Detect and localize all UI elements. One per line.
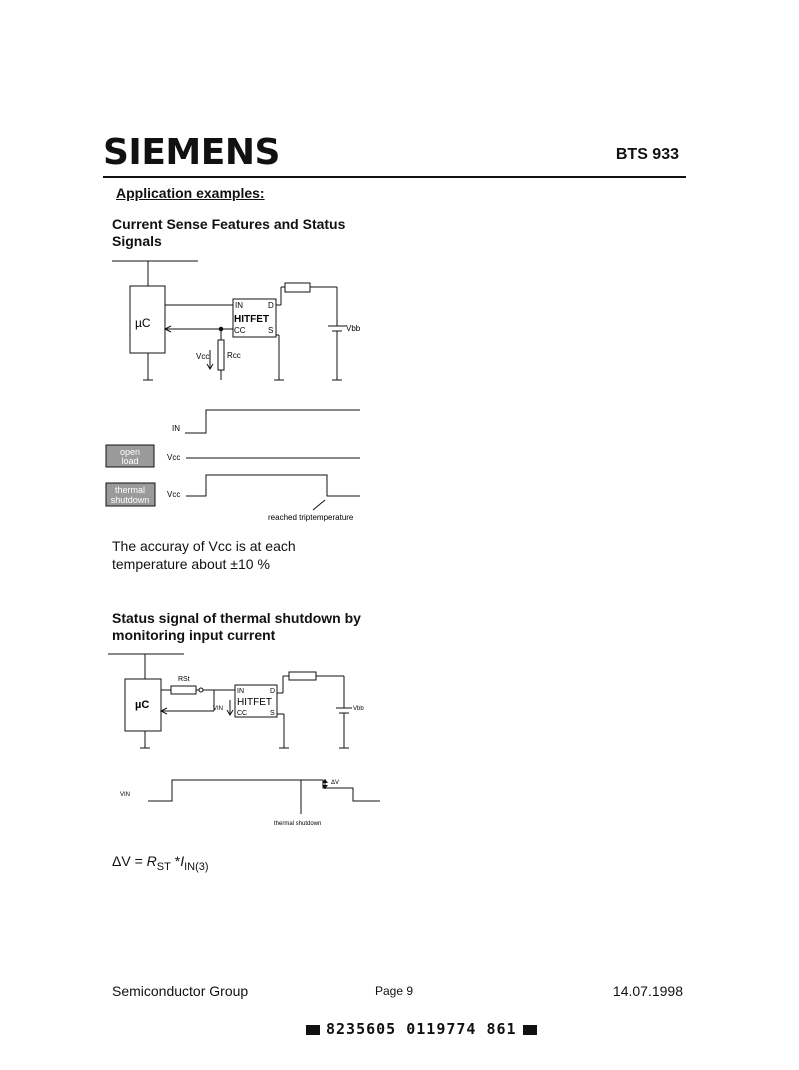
siemens-logo: SIEMENS [103,132,280,173]
vcc-signal-label-2: Vcc [167,490,181,499]
thermal-shutdown-note: thermal shutdown [274,821,322,827]
thermal-line2: shutdown [110,495,150,505]
vcc-signal-label-1: Vcc [167,453,181,462]
open-load-line1: open [119,447,141,457]
open-load-line2: load [121,456,139,466]
example2-title-line1: Status signal of thermal shutdown by [112,610,361,626]
formula-lhs: ΔV = [112,853,147,869]
in-signal-label: IN [172,424,180,433]
section-title: Application examples: [116,185,265,201]
footer-company: Semiconductor Group [112,983,249,999]
delta-v-label: ΔV [331,780,340,786]
pin-d-label: D [268,301,274,310]
trip-temperature-note: reached triptemperature [268,513,354,522]
vin-label: VIN [213,706,224,712]
rcc-label: Rcc [227,351,241,360]
formula-r: R [146,853,157,869]
accuracy-note-line2: temperature about ±10 % [112,556,270,572]
open-load-badge [106,445,154,467]
vbb-label-2: Vbb [353,706,364,712]
formula-r-sub: ST [156,860,171,873]
pin-in-label: IN [235,301,243,310]
pin-d-label-2: D [270,688,276,695]
rst-label: RSt [178,676,190,683]
formula-i-sub: IN(3) [184,860,209,873]
barcode-block-right [523,1025,537,1035]
formula-i: I [180,853,185,869]
circuit-diagram-2 [100,648,370,760]
header-rule [103,176,686,178]
example1-title-line1: Current Sense Features and Status [112,216,346,232]
footer-date: 14.07.1998 [612,983,683,999]
pin-in-label-2: IN [237,688,244,695]
pin-s-label: S [268,326,274,335]
vin-signal-label: VIN [120,792,131,798]
thermal-shutdown-badge [106,483,155,506]
example2-title-line2: monitoring input current [112,627,276,643]
pin-cc-label: CC [234,326,246,335]
barcode-line [300,1020,543,1038]
barcode-block-left [306,1025,320,1035]
timing-diagram-2 [100,770,390,830]
pin-cc-label-2: CC [237,710,248,717]
chip-label-2: HITFET [237,697,272,708]
pin-s-label-2: S [270,710,275,717]
accuracy-note-line1: The accuray of Vcc is at each [112,538,296,554]
thermal-line1: thermal [114,485,146,495]
uc-label: µC [135,316,151,330]
vbb-label: Vbb [346,324,361,333]
vcc-label: Vcc [196,352,210,361]
footer-page: Page 9 [375,984,414,998]
example1-title-line2: Signals [112,233,162,249]
part-number: BTS 933 [615,146,679,163]
uc-label-2: µC [135,699,150,711]
delta-v-formula [112,853,209,873]
chip-label: HITFET [234,314,269,325]
timing-diagram-1 [100,400,370,525]
circuit-diagram-1 [100,255,400,395]
barcode-text: 8235605 0119774 861 [326,1020,517,1038]
formula-mult: * [170,853,181,869]
